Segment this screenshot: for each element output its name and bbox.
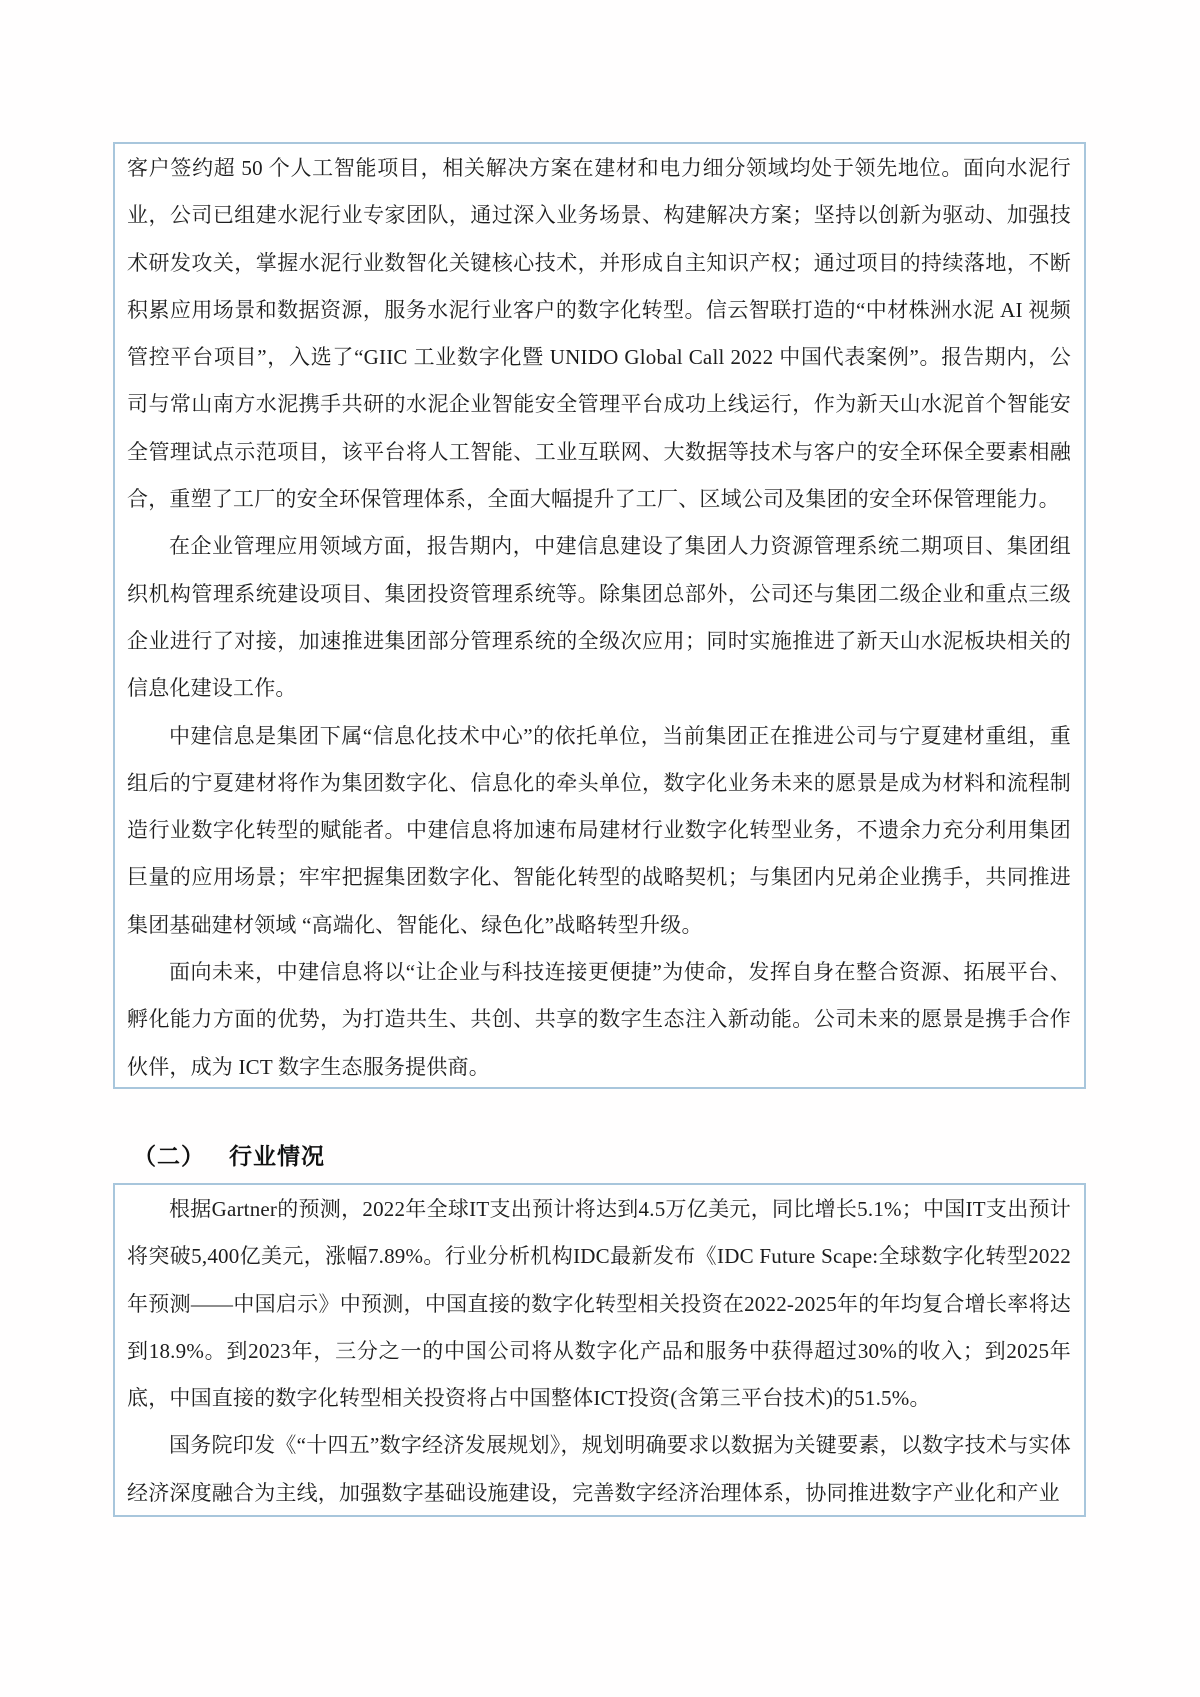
business-paragraph-continuation: 客户签约超 50 个人工智能项目，相关解决方案在建材和电力细分领域均处于领先地位。面向水泥行业，公司已组建水泥行业专家团队，通过深入业务场景、构建解决方案；坚持以创新为驱动、加强技术研发攻关，掌握水泥行业数智化关键核心技术，并形成自主知识产权；通过项目的持续落地，不断积累应用场景和数据资源，服务水泥行业客户的数字化转型。信云智联打造的“中材株洲水泥 AI 视频管控平台项目”，入选了“GIIC 工业数字化暨 UNIDO Global Call 2022 中国代表案例”。报告期内，公司与常山南方水泥携手共研的水泥企业智能安全管理平台成功上线运行，作为新天山水泥首个智能安全管理试点示范项目，该平台将人工智能、工业互联网、大数据等技术与客户的安全环保全要素相融合，重塑了工厂的安全环保管理体系，全面大幅提升了工厂、区域公司及集团的安全环保管理能力。: [127, 156, 1071, 512]
business-review-box: [113, 142, 1086, 1089]
business-paragraph-future-vision: 面向未来，中建信息将以“让企业与科技连接更便捷”为使命，发挥自身在整合资源、拓展平台、孵化能力方面的优势，为打造共生、共创、共享的数字生态注入新动能。公司未来的愿景是携手合作伙伴，成为 ICT 数字生态服务提供商。: [127, 960, 1071, 1079]
section-heading: [133, 1140, 325, 1174]
business-paragraph-enterprise-management: 在企业管理应用领域方面，报告期内，中建信息建设了集团人力资源管理系统二期项目、集团组织机构管理系统建设项目、集团投资管理系统等。除集团总部外，公司还与集团二级企业和重点三级企业进行了对接，加速推进集团部分管理系统的全级次应用；同时实施推进了新天山水泥板块相关的信息化建设工作。: [127, 534, 1071, 701]
industry-paragraph-forecast: 根据Gartner的预测，2022年全球IT支出预计将达到4.5万亿美元，同比增长5.1%；中国IT支出预计将突破5,400亿美元，涨幅7.89%。行业分析机构IDC最新发布《IDC Future Scape:全球数字化转型2022年预测——中国启示》中预测，中国直接的数字化转型相关投资在2022-2025年的年均复合增长率将达到18.9%。到2023年，三分之一的中国公司将从数字化产品和服务中获得超过30%的收入；到2025年底，中国直接的数字化转型相关投资将占中国整体ICT投资(含第三平台技术)的51.5%。: [127, 1197, 1071, 1411]
industry-overview-box: [113, 1183, 1086, 1517]
section-title: 行业情况: [229, 1144, 325, 1169]
section-number: （二）: [133, 1144, 205, 1169]
industry-paragraph-policy: 国务院印发《“十四五”数字经济发展规划》，规划明确要求以数据为关键要素，以数字技术与实体经济深度融合为主线，加强数字基础设施建设，完善数字经济治理体系，协同推进数字产业化和产业: [127, 1433, 1071, 1505]
business-paragraph-reorganization: 中建信息是集团下属“信息化技术中心”的依托单位，当前集团正在推进公司与宁夏建材重组，重组后的宁夏建材将作为集团数字化、信息化的牵头单位，数字化业务未来的愿景是成为材料和流程制造行业数字化转型的赋能者。中建信息将加速布局建材行业数字化转型业务，不遗余力充分利用集团巨量的应用场景；牢牢把握集团数字化、智能化转型的战略契机；与集团内兄弟企业携手，共同推进集团基础建材领域 “高端化、智能化、绿色化”战略转型升级。: [127, 723, 1071, 937]
